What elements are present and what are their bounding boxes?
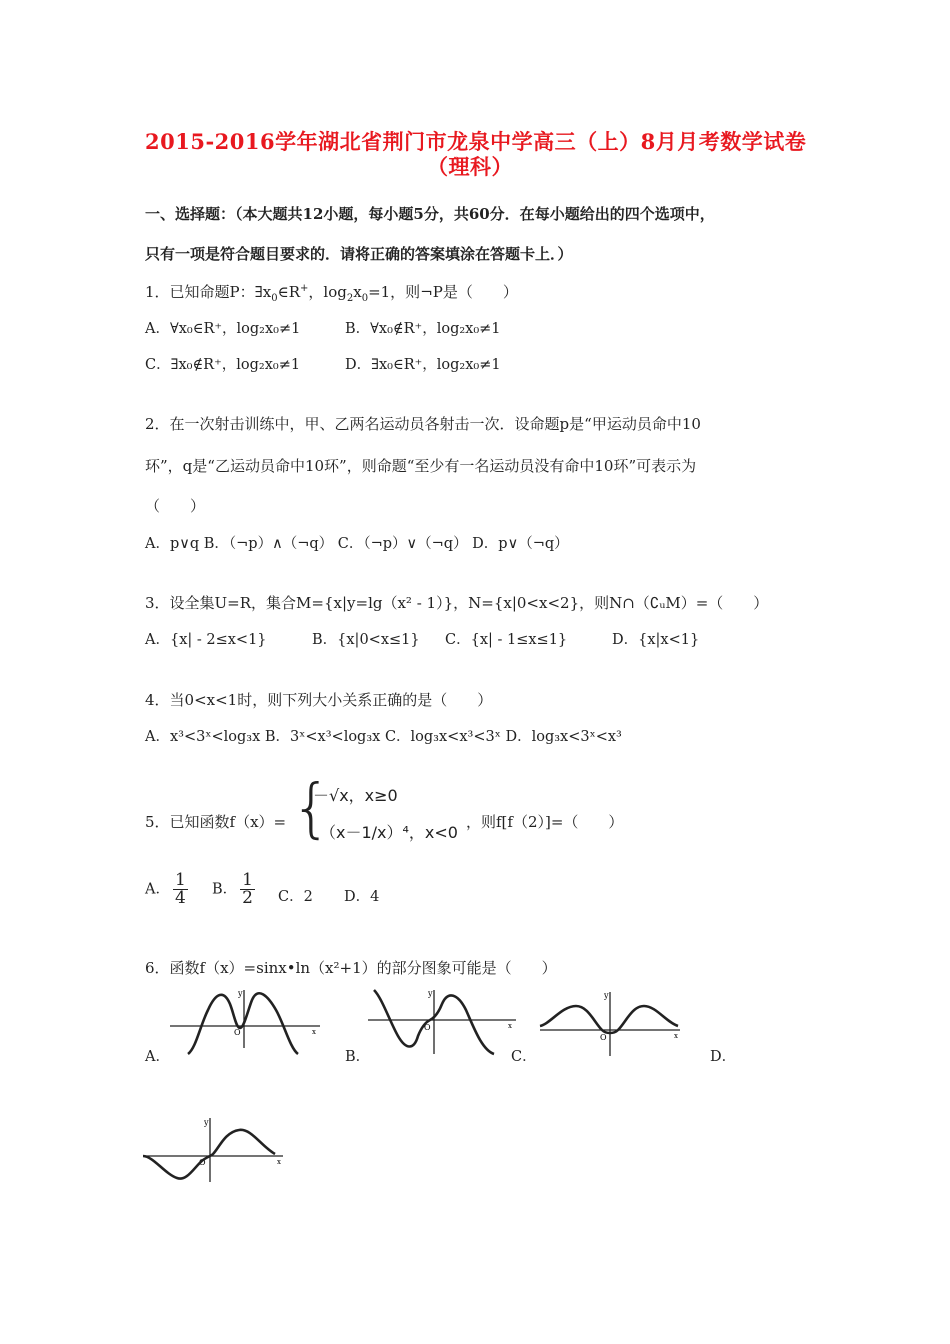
svg-text:y: y <box>204 1118 209 1127</box>
graph-d[interactable] <box>143 1118 303 1188</box>
page-title: 2015-2016学年湖北省荆门市龙泉中学高三（上）8月月考数学试卷 <box>145 129 807 154</box>
question-5-option-c[interactable]: C．2 <box>278 889 313 905</box>
question-6-option-d[interactable]: D． <box>710 1049 737 1065</box>
graph-c[interactable] <box>540 990 700 1065</box>
question-4-options[interactable]: A．x³<3ˣ<log₃x B．3ˣ<x³<log₃x C．log₃x<x³<3ˣ D．log₃x<3ˣ<x³ <box>145 729 622 745</box>
question-3-option-a[interactable]: A．{x| - 2≤x<1} <box>145 632 267 648</box>
svg-text:x: x <box>277 1158 281 1166</box>
svg-text:O: O <box>600 1033 607 1042</box>
question-6-stem: 6．函数f（x）=sinx•ln（x²+1）的部分图象可能是（ ） <box>145 959 557 977</box>
fraction: $\frac{1}{2}$ <box>242 870 253 908</box>
question-1-option-b[interactable]: B．∀x₀∉R⁺，log₂x₀≠1 <box>345 321 501 337</box>
svg-text:x: x <box>508 1022 512 1030</box>
question-1-option-c[interactable]: C．∃x₀∉R⁺，log₂x₀≠1 <box>145 357 301 373</box>
svg-text:y: y <box>604 991 609 1000</box>
svg-text:x: x <box>312 1028 316 1036</box>
question-5-stem: 5．已知函数f（x）= <box>145 813 287 831</box>
svg-text:O: O <box>199 1158 206 1167</box>
question-6-option-c[interactable]: C． <box>511 1049 537 1065</box>
svg-text:y: y <box>238 989 243 998</box>
piecewise-case-2: （x－1/x）⁴，x<0 <box>320 823 458 842</box>
svg-text:O: O <box>234 1028 241 1037</box>
question-2-stem-cont: 环”，q是“乙运动员命中10环”，则命题“至少有一名运动员没有命中10环”可表示为 <box>145 457 697 475</box>
svg-text:x: x <box>674 1032 678 1040</box>
page-subtitle: （理科） <box>427 154 513 179</box>
question-5-tail: ，则f[f（2）]=（ ） <box>466 813 624 831</box>
question-5-option-d[interactable]: D．4 <box>344 889 380 905</box>
question-3-option-b[interactable]: B．{x|0<x≤1} <box>312 632 420 648</box>
question-1-stem: 1．已知命题P：$\exists x_0\in R^+$，$\log_2x_0=1$，则¬P是（ ） <box>145 283 518 304</box>
question-6-option-b[interactable]: B． <box>345 1049 371 1065</box>
question-5-option-b[interactable]: B． $\frac{1}{2}$ <box>212 870 253 908</box>
piecewise-brace: { <box>291 772 332 846</box>
question-3-stem: 3．设全集U=R，集合M={x|y=lg（x² - 1）}，N={x|0<x<2}，则N∩（∁ᵤM）=（ ） <box>145 594 769 612</box>
question-2-stem: 2．在一次射击训练中，甲、乙两名运动员各射击一次．设命题p是“甲运动员命中10 <box>145 415 701 433</box>
question-4-stem: 4．当0<x<1时，则下列大小关系正确的是（ ） <box>145 691 493 709</box>
question-6-option-a[interactable]: A． <box>145 1049 170 1065</box>
section-heading: 一、选择题：（本大题共12小题，每小题5分，共60分．在每小题给出的四个选项中， <box>145 205 715 223</box>
question-3-option-c[interactable]: C．{x| - 1≤x≤1} <box>445 632 568 648</box>
fraction: $\frac{1}{4}$ <box>174 870 186 908</box>
question-2-options[interactable]: A．p∨q B．（¬p）∧（¬q） C．（¬p）∨（¬q） D．p∨（¬q） <box>145 536 569 552</box>
question-1-option-a[interactable]: A．∀x₀∈R⁺，log₂x₀≠1 <box>145 321 301 337</box>
graph-a[interactable] <box>170 988 330 1063</box>
piecewise-case-1: －√x，x≥0 <box>313 786 398 805</box>
section-heading-cont: 只有一项是符合题目要求的．请将正确的答案填涂在答题卡上．） <box>145 245 573 263</box>
question-1-option-d[interactable]: D．∃x₀∈R⁺，log₂x₀≠1 <box>345 357 501 373</box>
question-5-option-a[interactable]: A． $\frac{1}{4}$ <box>145 870 186 908</box>
graph-b[interactable] <box>368 988 528 1063</box>
svg-text:O: O <box>424 1023 431 1032</box>
svg-text:y: y <box>428 989 433 998</box>
question-3-option-d[interactable]: D．{x|x<1} <box>612 632 700 648</box>
question-2-answer-blank: （ ） <box>145 497 206 515</box>
